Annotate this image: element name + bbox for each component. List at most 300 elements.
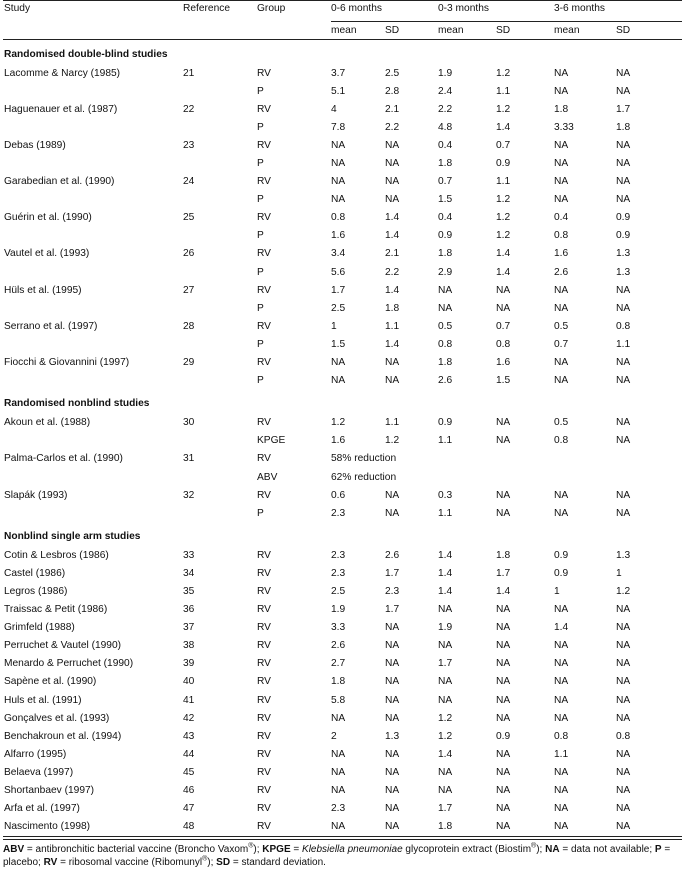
sd-value: 0.7 — [496, 139, 511, 151]
reference-number — [183, 335, 257, 353]
footnote-text: = ribosomal vaccine (Ribomunyl — [57, 856, 203, 868]
header-period-3-6: 3-6 months — [554, 1, 682, 22]
reference-number — [183, 299, 257, 317]
group-label: P — [257, 266, 264, 278]
group-label: RV — [257, 489, 271, 501]
mean-value: NA — [554, 640, 569, 652]
group-label: P — [257, 507, 264, 519]
mean-value: 1.2 — [438, 712, 453, 724]
reference-number: 47 — [183, 803, 195, 815]
study-name: Akoun et al. (1988) — [4, 417, 91, 429]
study-name: Sapène et al. (1990) — [4, 676, 97, 688]
sd-value: NA — [496, 818, 554, 837]
reference-number: 40 — [183, 676, 195, 688]
sd-value: NA — [385, 785, 400, 797]
reference-number: 34 — [183, 567, 195, 579]
study-name: Haguenauer et al. (1987) — [4, 103, 118, 115]
group-label: RV — [257, 785, 271, 797]
table-row — [3, 601, 682, 619]
mean-value: NA — [554, 158, 569, 170]
sd-value: NA — [616, 417, 631, 429]
sd-value: NA — [496, 785, 511, 797]
sd-value: 1.4 — [496, 266, 511, 278]
mean-value: 1.9 — [438, 67, 453, 79]
study-name: Benchakroun et al. (1994) — [4, 730, 122, 742]
mean-value: 7.8 — [331, 121, 346, 133]
mean-value: NA — [554, 284, 569, 296]
mean-value: NA — [331, 139, 346, 151]
sd-value: NA — [496, 640, 511, 652]
group-label: KPGE — [257, 435, 286, 447]
sd-value: NA — [385, 194, 400, 206]
mean-value: 1.8 — [438, 357, 453, 369]
sd-value: 0.9 — [496, 158, 511, 170]
mean-value: 0.9 — [438, 417, 453, 429]
sd-value: 1.8 — [385, 302, 400, 314]
footnote-text: = standard deviation. — [230, 856, 326, 868]
sd-value: 1.5 — [496, 375, 511, 387]
study-name — [3, 227, 183, 245]
table-row — [3, 191, 682, 209]
group-label: RV — [257, 694, 271, 706]
table-row — [3, 564, 682, 582]
sd-value: 1.1 — [385, 417, 400, 429]
group-label: RV — [257, 818, 331, 837]
study-name: Serrano et al. (1997) — [4, 320, 98, 332]
sd-value: NA — [385, 357, 400, 369]
sd-value: NA — [496, 748, 511, 760]
mean-value: 2.6 — [331, 640, 346, 652]
mean-value: 2.7 — [331, 658, 346, 670]
sd-value: 0.9 — [616, 230, 631, 242]
group-label: RV — [257, 748, 271, 760]
study-name: Castel (1986) — [4, 567, 66, 579]
mean-value: NA — [331, 766, 346, 778]
sd-value: 0.9 — [616, 212, 631, 224]
mean-value: 0.3 — [438, 489, 453, 501]
mean-value: 5.8 — [331, 694, 346, 706]
sd-value: NA — [496, 694, 511, 706]
mean-value: 3.7 — [331, 67, 346, 79]
sd-value: 1.1 — [385, 320, 400, 332]
group-label: RV — [257, 103, 271, 115]
sd-value: NA — [385, 158, 400, 170]
sd-value: NA — [385, 640, 400, 652]
sd-value: NA — [385, 818, 438, 837]
mean-value: 4 — [331, 103, 337, 115]
reference-number: 39 — [183, 658, 195, 670]
footnote-text: = antibronchitic bacterial vaccine (Broncho Vaxom — [24, 843, 249, 855]
mean-value: 0.8 — [438, 338, 453, 350]
study-name — [3, 118, 183, 136]
sd-value: NA — [385, 676, 400, 688]
mean-value: NA — [554, 139, 569, 151]
study-name: Hüls et al. (1995) — [4, 284, 82, 296]
mean-value: 0.7 — [554, 338, 569, 350]
mean-value: NA — [554, 712, 569, 724]
group-label: RV — [257, 176, 271, 188]
mean-value: 1.1 — [438, 435, 453, 447]
sd-value: 1.3 — [616, 549, 631, 561]
mean-value: 0.5 — [554, 320, 569, 332]
mean-value: 1.8 — [331, 676, 346, 688]
sd-value: 2.5 — [385, 67, 400, 79]
reference-number: 32 — [183, 489, 195, 501]
footnote-text: ); — [253, 843, 263, 855]
sd-value: 1.4 — [496, 585, 511, 597]
sd-value: NA — [496, 604, 511, 616]
mean-value: 1.5 — [438, 194, 453, 206]
table-footnote — [3, 839, 682, 869]
mean-value: NA — [554, 67, 569, 79]
mean-value: NA — [554, 658, 569, 670]
table-row — [3, 64, 682, 82]
mean-value: 1.4 — [554, 622, 569, 634]
study-name: Huls et al. (1991) — [4, 694, 82, 706]
header-period-0-3: 0-3 months — [438, 1, 554, 22]
mean-value: NA — [554, 357, 569, 369]
sd-value: 1.1 — [496, 85, 511, 97]
mean-value: 1.4 — [438, 567, 453, 579]
sd-value: NA — [616, 85, 631, 97]
sd-value: NA — [616, 622, 631, 634]
mean-value: 0.5 — [554, 417, 569, 429]
mean-value: 0.7 — [438, 176, 453, 188]
mean-value: 0.9 — [554, 549, 569, 561]
footnote-text: = data not available; — [559, 843, 655, 855]
mean-value: 0.8 — [554, 230, 569, 242]
reference-number: 46 — [183, 785, 195, 797]
mean-value: 2.3 — [331, 567, 346, 579]
sd-value: NA — [616, 67, 631, 79]
table-row — [3, 709, 682, 727]
reference-number — [183, 432, 257, 450]
registered-mark: ® — [531, 842, 537, 850]
mean-value: 1.5 — [331, 338, 346, 350]
study-name — [3, 82, 183, 100]
mean-value: 4.8 — [438, 121, 453, 133]
table-row — [3, 673, 682, 691]
table-row — [3, 100, 682, 118]
mean-value: 1 — [331, 320, 337, 332]
footnote-abbr: ABV — [3, 843, 25, 855]
table-body — [3, 40, 682, 837]
sd-value: 1.1 — [616, 338, 631, 350]
study-name — [3, 191, 183, 209]
sd-value: 1.7 — [616, 103, 631, 115]
sd-value: 2.2 — [385, 121, 400, 133]
mean-value: NA — [438, 694, 453, 706]
sd-value: NA — [616, 676, 631, 688]
study-name — [3, 372, 183, 390]
mean-value: NA — [438, 676, 453, 688]
mean-value: 1.8 — [438, 248, 453, 260]
table-row — [3, 154, 682, 172]
sd-value: NA — [616, 748, 631, 760]
mean-value: NA — [438, 302, 453, 314]
table-row — [3, 263, 682, 281]
reference-number: 45 — [183, 766, 195, 778]
section-title: Randomised nonblind studies — [4, 398, 150, 410]
mean-value: 0.5 — [438, 320, 453, 332]
sd-value: 2.6 — [385, 549, 400, 561]
group-label: RV — [257, 658, 271, 670]
group-label: RV — [257, 320, 271, 332]
sd-value: 1.7 — [496, 567, 511, 579]
group-label: RV — [257, 640, 271, 652]
reference-number: 35 — [183, 585, 195, 597]
mean-value: NA — [554, 676, 569, 688]
mean-value: 5.1 — [331, 85, 346, 97]
reference-number: 26 — [183, 248, 195, 260]
group-label: RV — [257, 622, 271, 634]
table-row — [3, 504, 682, 522]
mean-value: 2 — [331, 730, 337, 742]
group-label: RV — [257, 676, 271, 688]
sd-value: 0.7 — [496, 320, 511, 332]
study-name: Gonçalves et al. (1993) — [4, 712, 110, 724]
mean-value: 0.8 — [331, 212, 346, 224]
mean-value: NA — [331, 712, 346, 724]
registered-mark: ® — [202, 855, 208, 863]
sd-value: NA — [385, 748, 400, 760]
mean-value: NA — [438, 785, 453, 797]
sd-value: 1.7 — [385, 567, 400, 579]
sd-value: NA — [496, 622, 511, 634]
study-name: Lacomme & Narcy (1985) — [4, 67, 121, 79]
mean-value: 0.9 — [554, 567, 569, 579]
mean-value: 1.1 — [554, 748, 569, 760]
mean-value: 2.2 — [438, 103, 453, 115]
study-name: Nascimento (1998) — [3, 818, 183, 837]
mean-value: 3.33 — [554, 121, 574, 133]
sd-value: NA — [385, 489, 400, 501]
mean-value: NA — [554, 85, 569, 97]
mean-value: 1.4 — [438, 748, 453, 760]
reference-number: 36 — [183, 604, 195, 616]
group-label: RV — [257, 67, 271, 79]
reference-number — [183, 372, 257, 390]
sd-value: 0.8 — [616, 730, 631, 742]
group-label: RV — [257, 284, 271, 296]
reference-number: 31 — [183, 453, 195, 465]
table-row — [3, 691, 682, 709]
mean-value: 3.4 — [331, 248, 346, 260]
study-name — [3, 468, 183, 486]
sd-value: NA — [385, 375, 400, 387]
mean-value: 2.4 — [438, 85, 453, 97]
study-name: Menardo & Perruchet (1990) — [4, 658, 134, 670]
reference-number: 37 — [183, 622, 195, 634]
study-name: Guérin et al. (1990) — [4, 212, 92, 224]
sd-value: NA — [496, 507, 511, 519]
result-summary: 58% reduction — [331, 453, 397, 465]
sd-value: 1 — [616, 567, 622, 579]
study-name — [3, 299, 183, 317]
study-name: Alfarro (1995) — [4, 748, 67, 760]
sd-value: NA — [616, 302, 631, 314]
sd-value: 2.8 — [385, 85, 400, 97]
study-name: Palma-Carlos et al. (1990) — [4, 453, 123, 465]
table-row — [3, 655, 682, 673]
sd-value: NA — [496, 676, 511, 688]
header-sd: SD — [616, 22, 682, 40]
group-label: RV — [257, 212, 271, 224]
header-group: Group — [257, 1, 331, 22]
group-label: RV — [257, 417, 271, 429]
sd-value: NA — [385, 694, 400, 706]
sd-value: NA — [616, 435, 631, 447]
mean-value: 1 — [554, 585, 560, 597]
sd-value: 1.2 — [616, 585, 631, 597]
mean-value: NA — [331, 158, 346, 170]
group-label: RV — [257, 357, 271, 369]
section-header-row — [3, 522, 682, 546]
table-row — [3, 173, 682, 191]
sd-value: 1.4 — [385, 338, 400, 350]
mean-value: NA — [331, 748, 346, 760]
footnote-text: = — [290, 843, 303, 855]
group-label: P — [257, 121, 264, 133]
mean-value: 1.2 — [438, 730, 453, 742]
group-label: RV — [257, 604, 271, 616]
table-row — [3, 818, 682, 837]
table-row — [3, 582, 682, 600]
group-label: RV — [257, 585, 271, 597]
reference-number: 29 — [183, 357, 195, 369]
sd-value: NA — [496, 766, 511, 778]
mean-value: NA — [438, 766, 453, 778]
mean-value: NA — [554, 176, 569, 188]
study-name: Slapák (1993) — [4, 489, 68, 501]
mean-value: 2.9 — [438, 266, 453, 278]
mean-value: NA — [438, 284, 453, 296]
study-name: Garabedian et al. (1990) — [4, 176, 115, 188]
mean-value: 1.8 — [554, 103, 569, 115]
footnote-text: ); — [207, 856, 217, 868]
sd-value: NA — [385, 766, 400, 778]
reference-number — [183, 191, 257, 209]
header-period-0-6: 0-6 months — [331, 1, 438, 22]
sd-value: NA — [616, 507, 631, 519]
section-header-row — [3, 40, 682, 65]
study-name: Legros (1986) — [4, 585, 68, 597]
reference-number: 38 — [183, 640, 195, 652]
study-name: Shortanbaev (1997) — [4, 785, 95, 797]
mean-value: NA — [438, 640, 453, 652]
mean-value: 2.3 — [331, 803, 346, 815]
sd-value: 2.1 — [385, 248, 400, 260]
sd-value: 0.9 — [496, 730, 511, 742]
mean-value: NA — [554, 766, 569, 778]
study-name — [3, 154, 183, 172]
table-row — [3, 245, 682, 263]
group-label: RV — [257, 139, 271, 151]
sd-value: NA — [616, 818, 682, 837]
sd-value: NA — [385, 803, 400, 815]
mean-value: NA — [554, 375, 569, 387]
reference-number — [183, 504, 257, 522]
section-title: Randomised double-blind studies — [4, 48, 168, 60]
study-name: Vautel et al. (1993) — [4, 248, 90, 260]
sd-value: NA — [496, 417, 511, 429]
reference-number — [183, 468, 257, 486]
group-label: RV — [257, 567, 271, 579]
mean-value: 0.4 — [554, 212, 569, 224]
table-row — [3, 468, 682, 486]
mean-value: 2.5 — [331, 302, 346, 314]
table-row — [3, 432, 682, 450]
study-name — [3, 432, 183, 450]
group-label: RV — [257, 730, 271, 742]
table-row — [3, 227, 682, 245]
reference-number — [183, 263, 257, 281]
table-row — [3, 763, 682, 781]
mean-value: NA — [331, 194, 346, 206]
reference-number: 24 — [183, 176, 195, 188]
reference-number: 44 — [183, 748, 195, 760]
sd-value: NA — [496, 284, 511, 296]
sd-value: NA — [616, 604, 631, 616]
sd-value: NA — [385, 176, 400, 188]
reference-number: 28 — [183, 320, 195, 332]
study-name: Belaeva (1997) — [4, 766, 74, 778]
table-row — [3, 209, 682, 227]
table-row — [3, 414, 682, 432]
mean-value: 2.3 — [331, 549, 346, 561]
mean-value: 1.7 — [331, 284, 346, 296]
table-row — [3, 118, 682, 136]
sd-value: NA — [385, 507, 400, 519]
footnote-text: ); — [536, 843, 546, 855]
table-row — [3, 354, 682, 372]
sd-value: NA — [616, 766, 631, 778]
mean-value: 1.1 — [438, 507, 453, 519]
mean-value: 1.8 — [438, 818, 496, 837]
group-label: RV — [257, 453, 271, 465]
study-name: Fiocchi & Giovannini (1997) — [4, 357, 130, 369]
mean-value: 0.8 — [554, 435, 569, 447]
sd-value: 1.2 — [385, 435, 400, 447]
sd-value: 1.1 — [496, 176, 511, 188]
footnote-abbr: RV — [43, 856, 58, 868]
footnote-species: Klebsiella pneumoniae — [302, 843, 403, 855]
group-label: P — [257, 230, 264, 242]
sd-value: 1.4 — [385, 230, 400, 242]
study-name: Perruchet & Vautel (1990) — [4, 640, 122, 652]
results-table — [3, 0, 682, 837]
reference-number — [183, 118, 257, 136]
section-header-row — [3, 390, 682, 414]
study-name — [3, 263, 183, 281]
mean-value: NA — [331, 375, 346, 387]
sd-value: 1.3 — [385, 730, 400, 742]
sd-value: NA — [616, 375, 631, 387]
footnote-abbr: SD — [216, 856, 231, 868]
table-row — [3, 335, 682, 353]
sd-value: NA — [496, 658, 511, 670]
mean-value: 0.6 — [331, 489, 346, 501]
mean-value: 1.7 — [438, 658, 453, 670]
mean-value: NA — [554, 604, 569, 616]
group-label: RV — [257, 549, 271, 561]
footnote-abbr: NA — [545, 843, 560, 855]
sd-value: NA — [496, 435, 511, 447]
table-row — [3, 136, 682, 154]
sd-value: NA — [496, 489, 511, 501]
mean-value: 2.3 — [331, 507, 346, 519]
sd-value: 0.8 — [496, 338, 511, 350]
